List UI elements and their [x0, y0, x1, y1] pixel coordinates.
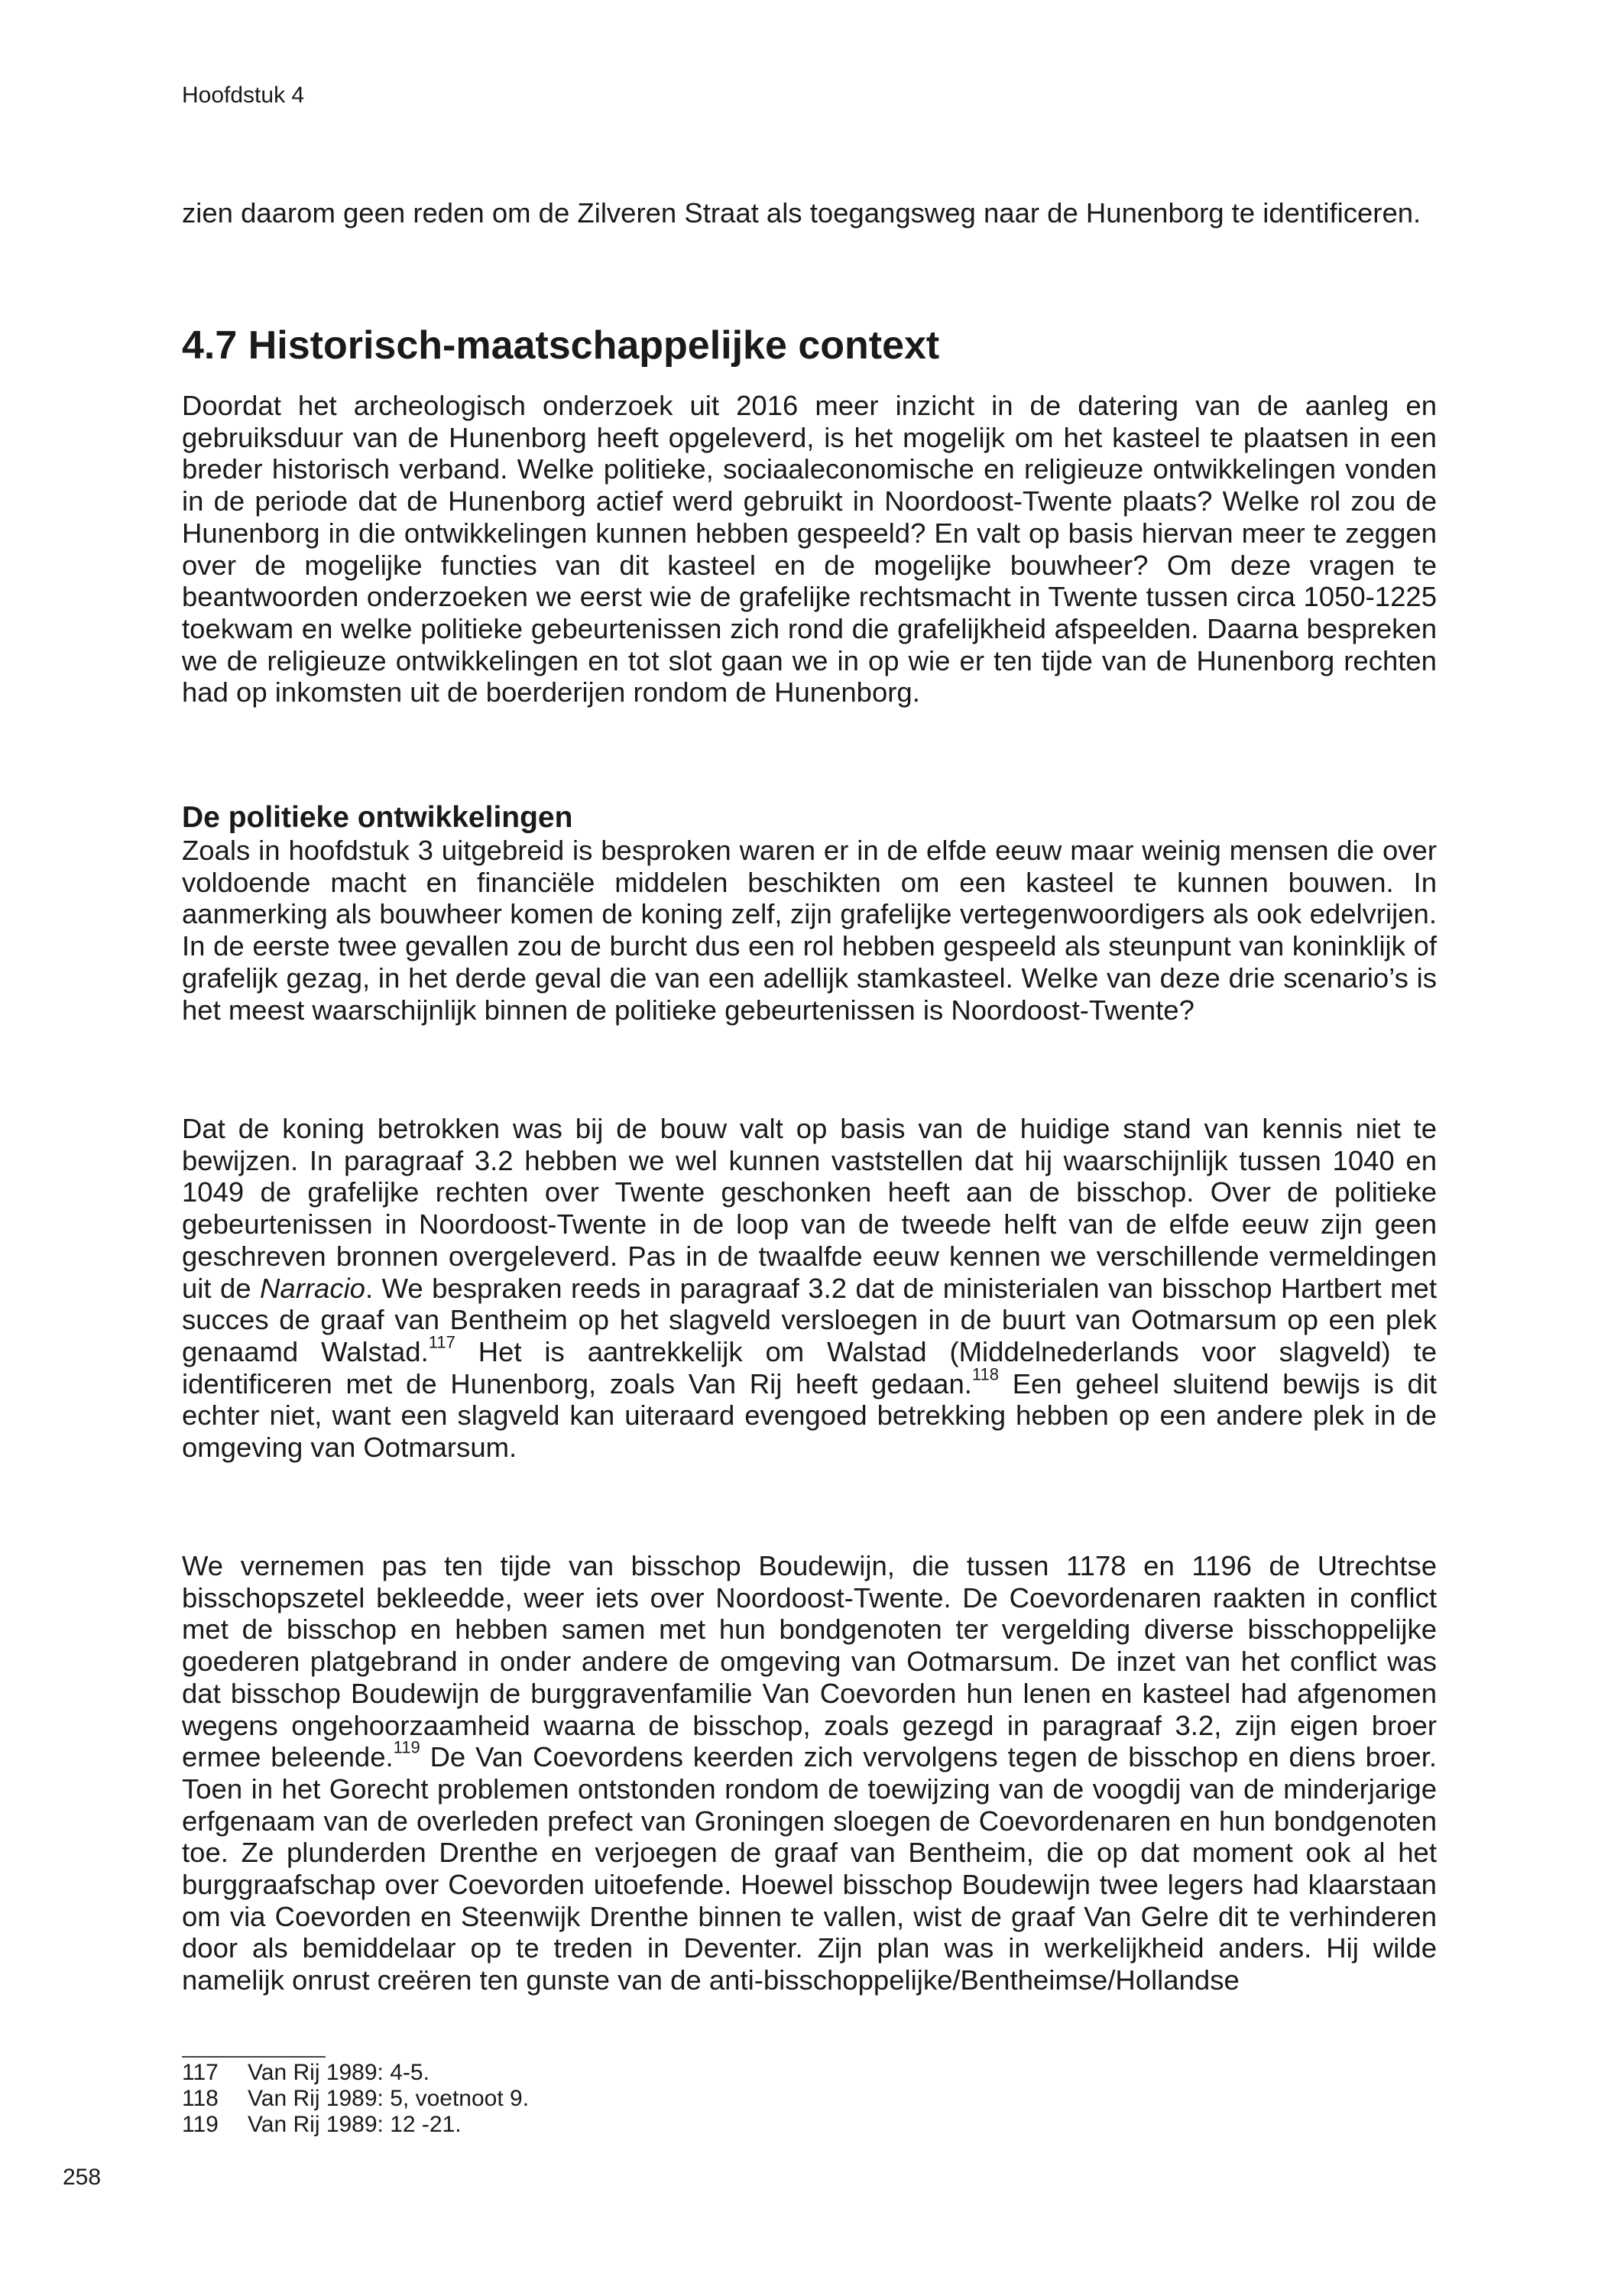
p3-b: . We bespraken reeds in paragraaf 3.2 dat de ministerialen van bisschop Hartbert met succes de graaf van Bentheim op het slagveld versloegen in de buurt van Ootmarsum op een plek genaamd Walstad.	[182, 1272, 1437, 1367]
intro-text: zien daarom geen reden om de Zilveren Straat als toegangsweg naar de Hunenborg te identificeren.	[182, 197, 1421, 229]
footnote-text: Van Rij 1989: 12 -21.	[248, 2112, 462, 2137]
politics-block	[182, 801, 1437, 1026]
footnote-item	[182, 2086, 529, 2112]
footnote-ref-118[interactable]: 118	[971, 1364, 999, 1384]
paragraph-1-text: Doordat het archeologisch onderzoek uit 2016 meer inzicht in de datering van de aanleg en gebruiksduur van de Hunenborg heeft opgeleverd, is het mogelijk om het kasteel te plaatsen in een breder historisch verband. Welke politieke, sociaaleconomische en religieuze ontwikkelingen vonden in de periode dat de Hunenborg actief werd gebruikt in Noordoost-Twente plaats? Welke rol zou de Hunenborg in die ontwikkelingen kunnen hebben gespeeld? En valt op basis hiervan meer te zeggen over de mogelijke functies van dit kasteel en de mogelijke bouwheer? Om deze vragen te beantwoorden onderzoeken we eerst wie de grafelijke rechtsmacht in Twente tussen circa 1050-1225 toekwam en welke politieke gebeurtenissen zich rond die grafelijkheid afspeelden. Daarna bespreken we de religieuze ontwikkelingen en tot slot gaan we in op wie er ten tijde van de Hunenborg rechten had op inkomsten uit de boerderijen rondom de Hunenborg.	[182, 390, 1437, 709]
paragraph-4	[182, 1550, 1437, 1996]
p3-c: Het is aantrekkelijk om Walstad (Middelnederlands voor slagveld) te identificeren met de Hunenborg, zoals Van Rij heeft gedaan.	[182, 1335, 1437, 1399]
footnote-number: 117	[182, 2060, 219, 2085]
footnotes	[182, 2060, 529, 2138]
page-number: 258	[63, 2165, 102, 2190]
footnote-text: Van Rij 1989: 5, voetnoot 9.	[248, 2086, 530, 2111]
footnote-ref-119[interactable]: 119	[393, 1737, 420, 1757]
paragraph-3	[182, 1113, 1437, 1464]
p4-b: De Van Coevordens keerden zich vervolgens tegen de bisschop en diens broer. Toen in het Gorecht problemen ontstonden rondom de toewijzing van de voogdij van de minderjarige erfgenaam van de overleden prefect van Groningen sloegen de Coevordenaren en hun bondgenoten toe. Ze plunderden Drenthe en verjoegen de graaf van Bentheim, die op dat moment ook al het burggraafschap over Coevorden uitoefende. Hoewel bisschop Boudewijn twee legers had klaarstaan om via Coevorden en Steenwijk Drenthe binnen te vallen, wist de graaf Van Gelre dit te verhinderen door als bemiddelaar op te treden in Deventer. Zijn plan was in werkelijkheid anders. Hij wilde namelijk onrust creëren ten gunste van de anti-bisschoppelijke/Bentheimse/Hollandse	[182, 1741, 1437, 1996]
paragraph-1	[182, 390, 1437, 709]
footnote-number: 118	[182, 2086, 219, 2111]
p3-italic: Narracio	[260, 1272, 365, 1304]
footnote-number: 119	[182, 2112, 219, 2137]
subheading: De politieke ontwikkelingen	[182, 801, 573, 834]
footnote-text: Van Rij 1989: 4-5.	[248, 2060, 430, 2085]
footnote-ref-117[interactable]: 117	[428, 1332, 455, 1352]
footnote-divider	[182, 2056, 326, 2058]
paragraph-4-text	[182, 1550, 1437, 1996]
p3-a: Dat de koning betrokken was bij de bouw valt op basis van de huidige stand van kennis niet te bewijzen. In paragraaf 3.2 hebben we wel kunnen vaststellen dat hij waarschijnlijk tussen 1040 en 1049 de grafelijke rechten over Twente geschonken heeft aan de bisschop. Over de politieke gebeurtenissen in Noordoost-Twente in de loop van de tweede helft van de elfde eeuw zijn geen geschreven bronnen overgeleverd. Pas in de twaalfde eeuw kennen we verschillende vermeldingen uit de	[182, 1113, 1437, 1304]
paragraph-2-text: Zoals in hoofdstuk 3 uitgebreid is besproken waren er in de elfde eeuw maar weinig mensen die over voldoende macht en financiële middelen beschikten om een kasteel te kunnen bouwen. In aanmerking als bouwheer komen de koning zelf, zijn grafelijke vertegenwoordigers als ook edelvrijen. In de eerste twee gevallen zou de burcht dus een rol hebben gespeeld als steunpunt van koninklijk of grafelijk gezag, in het derde geval die van een adellijk stamkasteel. Welke van deze drie scenario’s is het meest waarschijnlijk binnen de politieke gebeurtenissen is Noordoost-Twente?	[182, 835, 1437, 1026]
footnote-item	[182, 2112, 529, 2138]
running-head: Hoofdstuk 4	[182, 83, 305, 108]
section-title: 4.7 Historisch-maatschappelijke context	[182, 323, 940, 368]
footnote-item	[182, 2060, 529, 2086]
intro-paragraph	[182, 197, 1437, 229]
p4-a: We vernemen pas ten tijde van bisschop Boudewijn, die tussen 1178 en 1196 de Utrechtse bisschopszetel bekleedde, weer iets over Noordoost-Twente. De Coevordenaren raakten in conflict met de bisschop en hebben samen met hun bondgenoten ter vergelding diverse bisschoppelijke goederen platgebrand in onder andere de omgeving van Ootmarsum. De inzet van het conflict was dat bisschop Boudewijn de burggravenfamilie Van Coevorden hun lenen en kasteel had afgenomen wegens ongehoorzaamheid waarna de bisschop, zoals gezegd in paragraaf 3.2, zijn eigen broer ermee beleende.	[182, 1550, 1437, 1773]
p3-d: Een geheel sluitend bewijs is dit echter niet, want een slagveld kan uiteraard evengoed betrekking hebben op een andere plek in de omgeving van Ootmarsum.	[182, 1367, 1437, 1464]
paragraph-3-text	[182, 1113, 1437, 1464]
